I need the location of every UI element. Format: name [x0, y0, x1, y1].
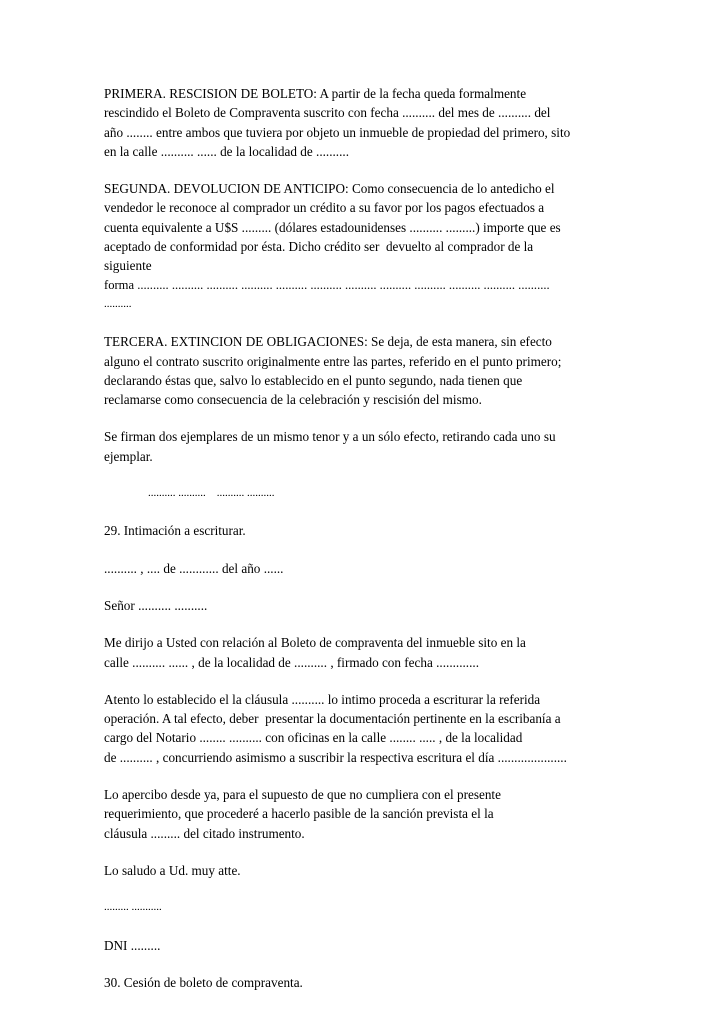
signature-line: ......... ...........	[104, 901, 162, 914]
text-line: PRIMERA. RESCISION DE BOLETO: A partir de la fecha queda formalmente	[104, 86, 527, 101]
text-line: SEGUNDA. DEVOLUCION DE ANTICIPO: Como consecuencia de lo antedicho el	[104, 181, 555, 197]
section-30-heading	[104, 973, 634, 992]
clause-segunda	[104, 179, 634, 314]
section-title: 30. Cesión de boleto de compraventa.	[104, 974, 303, 990]
text-line: siguiente	[104, 258, 152, 274]
text-line: en la calle .......... ...... de la localidad de ..........	[104, 143, 349, 159]
document-page	[104, 84, 634, 1010]
text-line: reclamarse como consecuencia de la celebración y rescisión del mismo.	[104, 392, 482, 408]
text-line: TERCERA. EXTINCION DE OBLIGACIONES: Se deja, de esta manera, sin efecto	[104, 334, 552, 350]
clause-primera	[104, 84, 634, 161]
letter-signature	[104, 898, 634, 917]
letter-paragraph-1	[104, 633, 634, 672]
text-line: .......... , .... de ............ del año ......	[104, 560, 284, 576]
text-line: forma .......... .......... .......... .......... .......... .......... .......... .......... .......... .......... .......... ..........	[104, 277, 550, 292]
closing-paragraph	[104, 427, 634, 466]
text-line: de .......... , concurriendo asimismo a suscribir la respectiva escritura el día .....................	[104, 749, 567, 765]
signature-line: .......... .......... .......... ..........	[148, 487, 275, 500]
text-line: Lo saludo a Ud. muy atte.	[104, 862, 241, 878]
letter-paragraph-2	[104, 690, 634, 767]
text-line: cláusula ......... del citado instrumento.	[104, 825, 305, 841]
text-line: Lo apercibo desde ya, para el supuesto de que no cumpliera con el presente	[104, 787, 501, 803]
dni-line	[104, 936, 634, 955]
text-line: ejemplar.	[104, 448, 153, 464]
recipient-line	[104, 596, 634, 615]
text-line: año ........ entre ambos que tuviera por objeto un inmueble de propiedad del primero, sito	[104, 124, 571, 140]
text-line: calle .......... ...... , de la localidad de .......... , firmado con fecha .............	[104, 654, 479, 670]
section-29-heading	[104, 521, 634, 540]
text-line: ..........	[104, 297, 132, 310]
text-line: Atento lo establecido el la cláusula .......... lo intimo proceda a escriturar la referida	[104, 691, 541, 707]
text-line: Me dirijo a Usted con relación al Boleto de compraventa del inmueble sito en la	[104, 635, 526, 651]
signature-blanks	[104, 484, 634, 503]
text-line: Señor .......... ..........	[104, 597, 208, 613]
clause-tercera	[104, 332, 634, 409]
text-line: rescindido el Boleto de Compraventa suscrito con fecha .......... del mes de .......... del	[104, 105, 551, 121]
letter-paragraph-3	[104, 785, 634, 843]
date-line	[104, 559, 634, 578]
text-line: requerimiento, que procederé a hacerlo pasible de la sanción prevista el la	[104, 806, 494, 822]
text-line: cargo del Notario ........ .......... con oficinas en la calle ........ ..... , de la localidad	[104, 730, 523, 746]
text-line: aceptado de conformidad por ésta. Dicho crédito ser devuelto al comprador de la	[104, 239, 534, 255]
text-line: alguno el contrato suscrito originalmente entre las partes, referido en el punto primero;	[104, 353, 562, 369]
text-line: operación. A tal efecto, deber presentar la documentación pertinente en la escribanía a	[104, 711, 561, 727]
text-line: vendedor le reconoce al comprador un crédito a su favor por los pagos efectuados a	[104, 200, 545, 216]
text-line: Se firman dos ejemplares de un mismo tenor y a un sólo efecto, retirando cada uno su	[104, 429, 556, 445]
section-title: 29. Intimación a escriturar.	[104, 523, 246, 539]
text-line: declarando éstas que, salvo lo establecido en el punto segundo, nada tienen que	[104, 372, 523, 388]
text-line: cuenta equivalente a U$S ......... (dólares estadounidenses .......... .........) importe que es	[104, 219, 561, 235]
text-line: DNI .........	[104, 937, 161, 953]
letter-closing	[104, 861, 634, 880]
